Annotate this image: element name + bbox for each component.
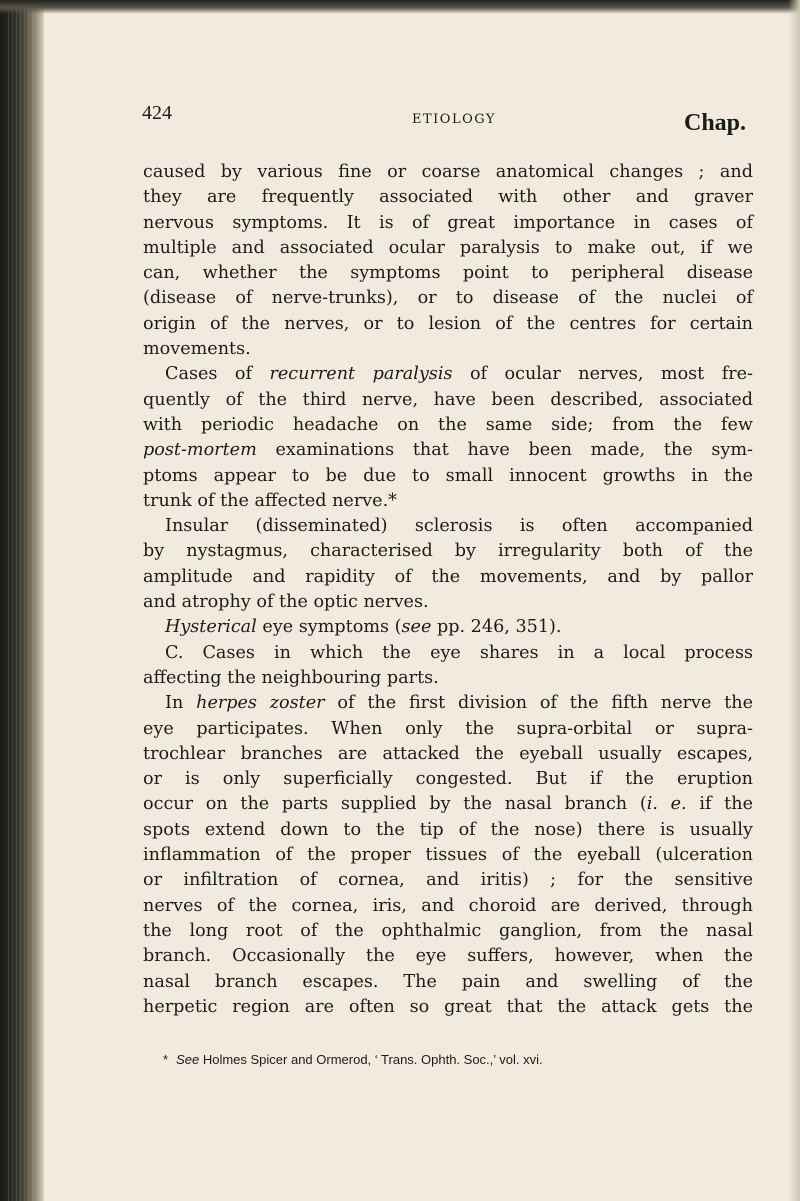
italic-term: Hysterical [165,617,257,638]
text-line: ptoms appear to be due to small innocent growths in the [143,465,753,486]
text-line: trunk of the affected nerve.* [143,490,397,511]
page-header [0,98,800,138]
text-line: nasal branch escapes. The pain and swelling of the [143,971,753,992]
text-line: movements. [143,339,251,360]
italic-term: see [401,617,432,638]
text-line: and atrophy of the optic nerves. [143,592,429,613]
top-page-shadow [0,0,800,14]
italic-term: i. e. [646,794,687,815]
running-head: ETIOLOGY [412,112,496,127]
text-line-rich: post-mortem examinations that have been made, the sym- [143,440,753,461]
text-line-rich: occur on the parts supplied by the nasal branch (i. e. if the [143,794,753,815]
text-line: or infiltration of cornea, and iritis) ; for the sensitive [143,870,753,891]
text-line: Insular (disseminated) sclerosis is often accompanied [165,516,753,537]
text-line: affecting the neighbouring parts. [143,667,439,688]
text-line: amplitude and rapidity of the movements, and by pallor [143,566,753,587]
binding-texture [8,0,34,1201]
text-line: multiple and associated ocular paralysis to make out, if we [143,237,753,258]
text-line: trochlear branches are attacked the eyeball usually escapes, [143,743,753,764]
footnote-mark: * [163,1052,169,1067]
text-line: branch. Occasionally the eye suffers, however, when the [143,946,753,967]
text-line-rich: Hysterical eye symptoms (see pp. 246, 351). [165,617,562,638]
footnote [163,1051,763,1069]
text-line: nervous symptoms. It is of great importance in cases of [143,212,753,233]
italic-term: recurrent paralysis [269,364,453,385]
text-line: by nystagmus, characterised by irregularity both of the [143,541,753,562]
text-line: with periodic headache on the same side; from the few [143,414,753,435]
italic-term: post-mortem [143,440,257,461]
text-line: the long root of the ophthalmic ganglion, from the nasal [143,920,753,941]
italic-term: herpes zoster [196,693,325,714]
footnote-text: Holmes Spicer and Ormerod, ‘ Trans. Ophth. Soc.,’ vol. xvi. [202,1052,543,1067]
text-line: (disease of nerve-trunks), or to disease of the nuclei of [143,288,753,309]
text-line: eye participates. When only the supra-orbital or supra- [143,718,753,739]
page-number: 424 [142,102,172,124]
text-line: quently of the third nerve, have been described, associated [143,389,753,410]
text-line: or is only superficially congested. But if the eruption [143,769,753,790]
text-line: caused by various fine or coarse anatomical changes ; and [143,162,753,182]
chapter-label: Chap. [684,110,747,136]
text-line: nerves of the cornea, iris, and choroid are derived, through [143,895,753,916]
text-line: origin of the nerves, or to lesion of the centres for certain [143,313,753,334]
text-line-rich: In herpes zoster of the first division of the fifth nerve the [165,693,754,714]
text-line: they are frequently associated with other and graver [143,187,753,208]
text-line: herpetic region are often so great that the attack gets the [143,996,753,1017]
text-line-rich: Cases of recurrent paralysis of ocular nerves, most fre- [165,364,753,385]
text-line: spots extend down to the tip of the nose) there is usually [143,819,753,840]
footnote-see: See [176,1052,200,1067]
text-line: inflammation of the proper tissues of the eyeball (ulceration [143,845,753,866]
text-line: C. Cases in which the eye shares in a local process [165,642,753,663]
right-page-edge [788,0,800,1201]
text-line: can, whether the symptoms point to peripheral disease [143,263,753,284]
body-text [143,160,753,1020]
